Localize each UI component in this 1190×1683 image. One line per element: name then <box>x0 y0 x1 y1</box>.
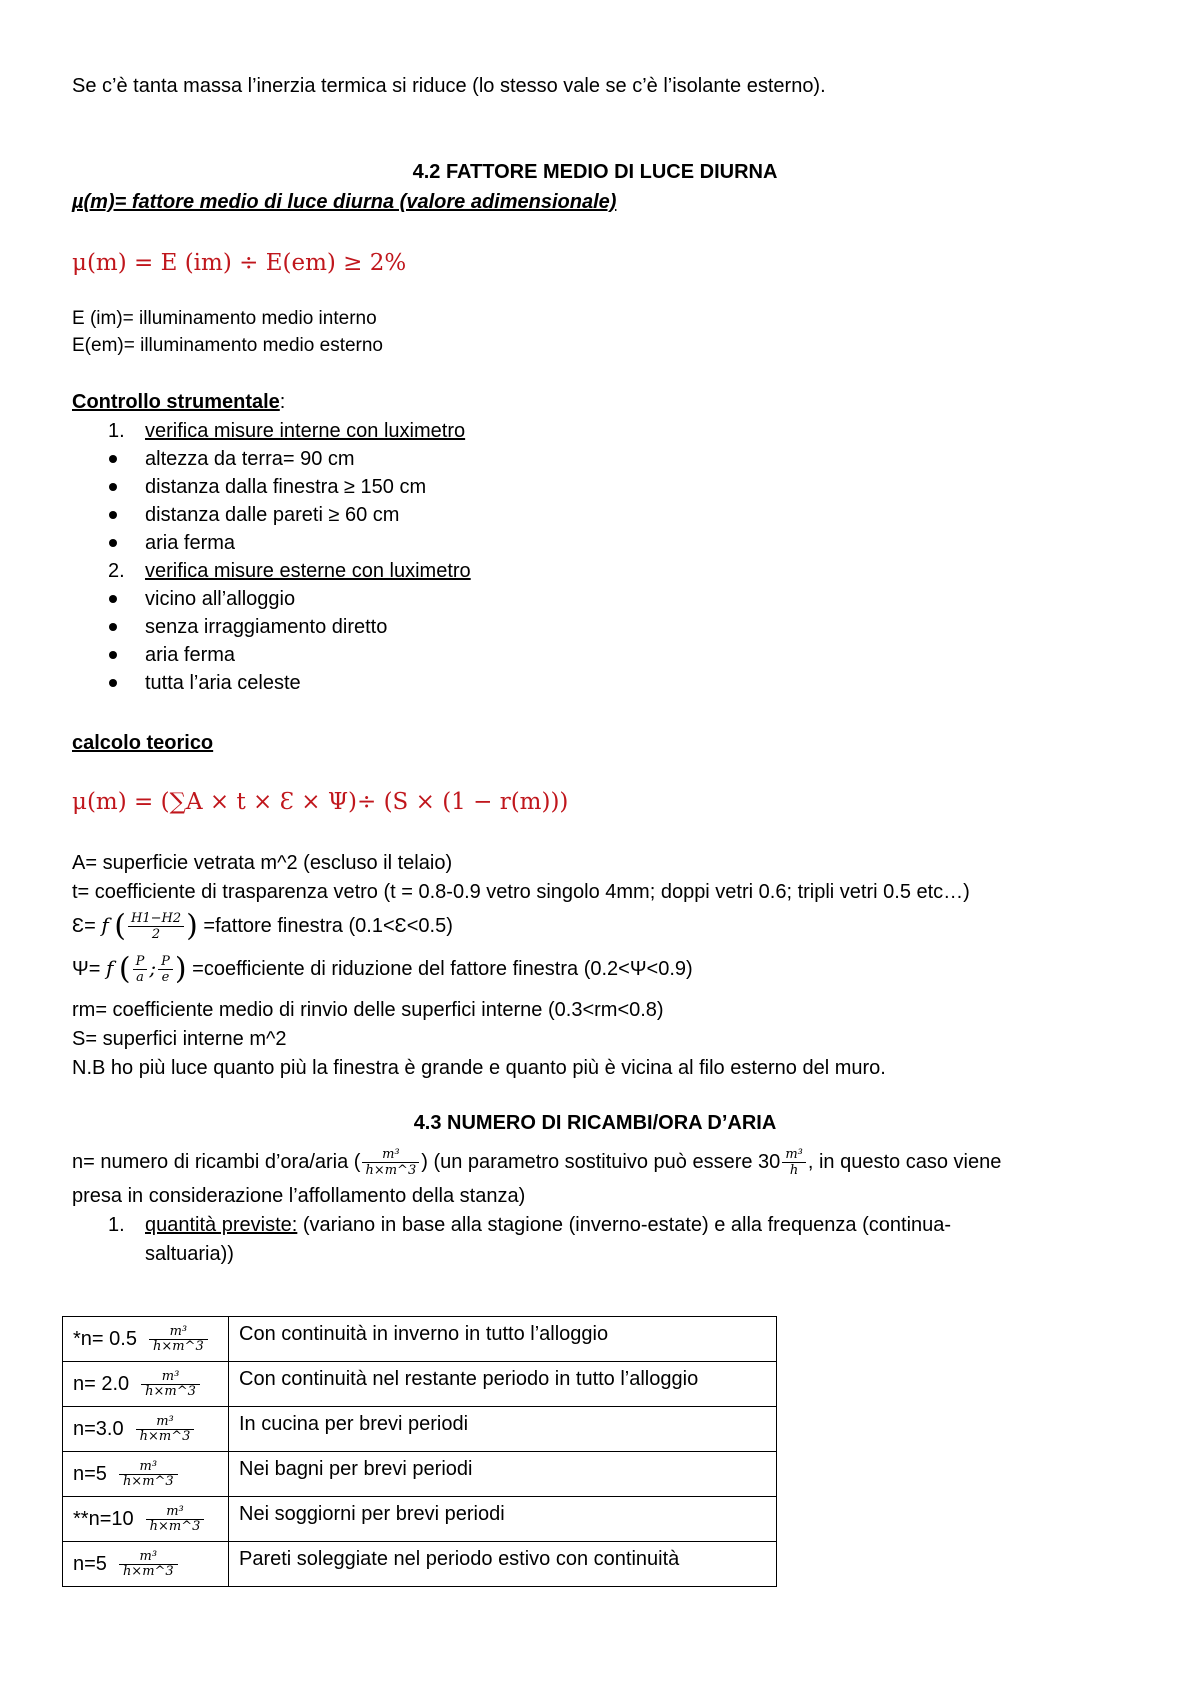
unit-fraction: $\frac{\text{m³}}{h\times m\^{}3}$ <box>141 1370 200 1399</box>
bullet-dot <box>109 595 117 603</box>
controllo-label: Controllo strumentale <box>72 391 280 413</box>
formula-mu-theoretical: μ(m) = (∑A × t × Ɛ × Ψ)÷ (S × (1 − r(m))) <box>72 789 569 815</box>
list-number: 2. <box>108 560 125 582</box>
n-value-cell <box>63 1497 229 1542</box>
def-eem: E(em)= illuminamento medio esterno <box>72 335 383 356</box>
unit-fraction: $\frac{\text{m³}}{h\times m\^{}3}$ <box>119 1460 178 1489</box>
def-psi-f: f <box>105 956 114 980</box>
def-s: S= superfici interne m^2 <box>72 1028 287 1050</box>
table-row <box>63 1497 777 1542</box>
description-cell: Con continuità in inverno in tutto l’alloggio <box>229 1317 777 1362</box>
intro-text: Se c’è tanta massa l’inerzia termica si riduce (lo stesso vale se c’è l’isolante esterno). <box>72 75 826 97</box>
description-cell: Con continuità nel restante periodo in tutto l’alloggio <box>229 1362 777 1407</box>
item1-marker: 1. <box>108 1214 125 1236</box>
def-psi-sep: ; <box>149 956 157 980</box>
def-t: t= coefficiente di trasparenza vetro (t = 0.8-0.9 vetro singolo 4mm; doppi vetri 0.6; tripli vetri 0.5 etc…) <box>72 881 970 903</box>
list-item: distanza dalle pareti ≥ 60 cm <box>145 504 400 526</box>
description-cell: In cucina per brevi periodi <box>229 1407 777 1452</box>
list-item: altezza da terra= 90 cm <box>145 448 355 470</box>
item1-line2: saltuaria)) <box>145 1243 234 1265</box>
item1-line1 <box>145 1213 1122 1237</box>
list-item: distanza dalla finestra ≥ 150 cm <box>145 476 427 498</box>
n-definition <box>72 1138 1122 1186</box>
table-row <box>63 1452 777 1497</box>
description-cell: Pareti soleggiate nel periodo estivo con continuità <box>229 1542 777 1587</box>
def-psi-text: =coefficiente di riduzione del fattore finestra (0.2<Ψ<0.9) <box>192 958 693 980</box>
n-def-part-a: n= numero di ricambi d’ora/aria ( <box>72 1151 361 1173</box>
n-value-cell <box>63 1452 229 1497</box>
nota-bene: N.B ho più luce quanto più la finestra è grande e quanto più è vicina al filo esterno del muro. <box>72 1057 886 1079</box>
def-epsilon-f: f <box>101 913 109 937</box>
formula-mu-ratio: μ(m) = E (im) ÷ E(em) ≥ 2% <box>72 250 407 276</box>
section-title-4-2: 4.2 FATTORE MEDIO DI LUCE DIURNA <box>412 161 778 183</box>
def-epsilon-prefix: Ɛ= <box>72 915 96 937</box>
definition-mu: µ(m)= fattore medio di luce diurna (valore adimensionale) <box>72 191 617 213</box>
bullet-dot <box>109 539 117 547</box>
n-value: n=5 <box>73 1462 107 1485</box>
n-value-cell <box>63 1317 229 1362</box>
unit-fraction: $\frac{\text{m³}}{h\times m\^{}3}$ <box>149 1325 208 1354</box>
controllo-heading <box>72 390 285 414</box>
table-row <box>63 1407 777 1452</box>
list-item: vicino all’alloggio <box>145 588 296 610</box>
list-number: 1. <box>108 420 125 442</box>
n-value-cell <box>63 1362 229 1407</box>
n-unit-fraction: $\frac{\text{m³}}{h\times m\^{}3}$ <box>362 1147 419 1178</box>
def-epsilon-text: =fattore finestra (0.1<Ɛ<0.5) <box>203 915 453 937</box>
item1-text: (variano in base alla stagione (inverno-estate) e alla frequenza (continua- <box>302 1214 952 1236</box>
n-value-cell <box>63 1407 229 1452</box>
n-value-cell <box>63 1542 229 1587</box>
def-rm: rm= coefficiente medio di rinvio delle superfici interne (0.3<rm<0.8) <box>72 999 664 1021</box>
n-def-part-b: ) (un parametro sostituivo può essere 30 <box>421 1151 781 1173</box>
bullet-dot <box>109 651 117 659</box>
n-value: n=5 <box>73 1552 107 1575</box>
controllo-colon: : <box>279 391 286 413</box>
list-item: verifica misure interne con luximetro <box>145 420 466 442</box>
def-psi-fraction-2: $\frac{P}{e}$ <box>158 954 173 985</box>
def-psi: Ψ= f ( $\frac{P}{a}$ ; $\frac{P}{e}$ ) =coefficiente di riduzione del fattore finestra (0.2<Ψ<0.9) <box>72 951 693 987</box>
def-epsilon: Ɛ= f ( $\frac{H1-H2}{2}$ ) =fattore finestra (0.1<Ɛ<0.5) <box>72 908 453 944</box>
n-value: n= 2.0 <box>73 1372 130 1395</box>
def-psi-prefix: Ψ= <box>72 958 101 980</box>
n-value: **n=10 <box>73 1507 134 1530</box>
n-alt-fraction: $\frac{\text{m³}}{h}$ <box>782 1147 806 1178</box>
bullet-dot <box>109 623 117 631</box>
def-eim: E (im)= illuminamento medio interno <box>72 308 377 329</box>
list-item: verifica misure esterne con luximetro <box>145 560 471 582</box>
table-row <box>63 1542 777 1587</box>
n-value: *n= 0.5 <box>73 1327 137 1350</box>
list-item: tutta l’aria celeste <box>145 672 301 694</box>
list-item: aria ferma <box>145 644 236 666</box>
def-psi-fraction-1: $\frac{P}{a}$ <box>133 954 148 985</box>
calcolo-heading: calcolo teorico <box>72 732 214 754</box>
unit-fraction: $\frac{\text{m³}}{h\times m\^{}3}$ <box>119 1550 178 1579</box>
list-item: senza irraggiamento diretto <box>145 616 388 638</box>
section-title-4-3: 4.3 NUMERO DI RICAMBI/ORA D’ARIA <box>413 1112 777 1134</box>
def-a: A= superficie vetrata m^2 (escluso il telaio) <box>72 852 453 874</box>
bullet-dot <box>109 483 117 491</box>
bullet-dot <box>109 511 117 519</box>
def-epsilon-fraction: $\frac{H1-H2}{2}$ <box>128 911 184 942</box>
item1-label: quantità previste: <box>145 1214 298 1236</box>
ventilation-table <box>62 1316 777 1587</box>
bullet-dot <box>109 455 117 463</box>
unit-fraction: $\frac{\text{m³}}{h\times m\^{}3}$ <box>146 1505 205 1534</box>
table-row <box>63 1362 777 1407</box>
list-item: aria ferma <box>145 532 236 554</box>
n-definition-line2: presa in considerazione l’affollamento della stanza) <box>72 1185 526 1207</box>
description-cell: Nei soggiorni per brevi periodi <box>229 1497 777 1542</box>
table-row <box>63 1317 777 1362</box>
n-value: n=3.0 <box>73 1417 124 1440</box>
unit-fraction: $\frac{\text{m³}}{h\times m\^{}3}$ <box>136 1415 195 1444</box>
description-cell: Nei bagni per brevi periodi <box>229 1452 777 1497</box>
bullet-dot <box>109 679 117 687</box>
n-def-part-c: , in questo caso viene <box>807 1151 1002 1173</box>
